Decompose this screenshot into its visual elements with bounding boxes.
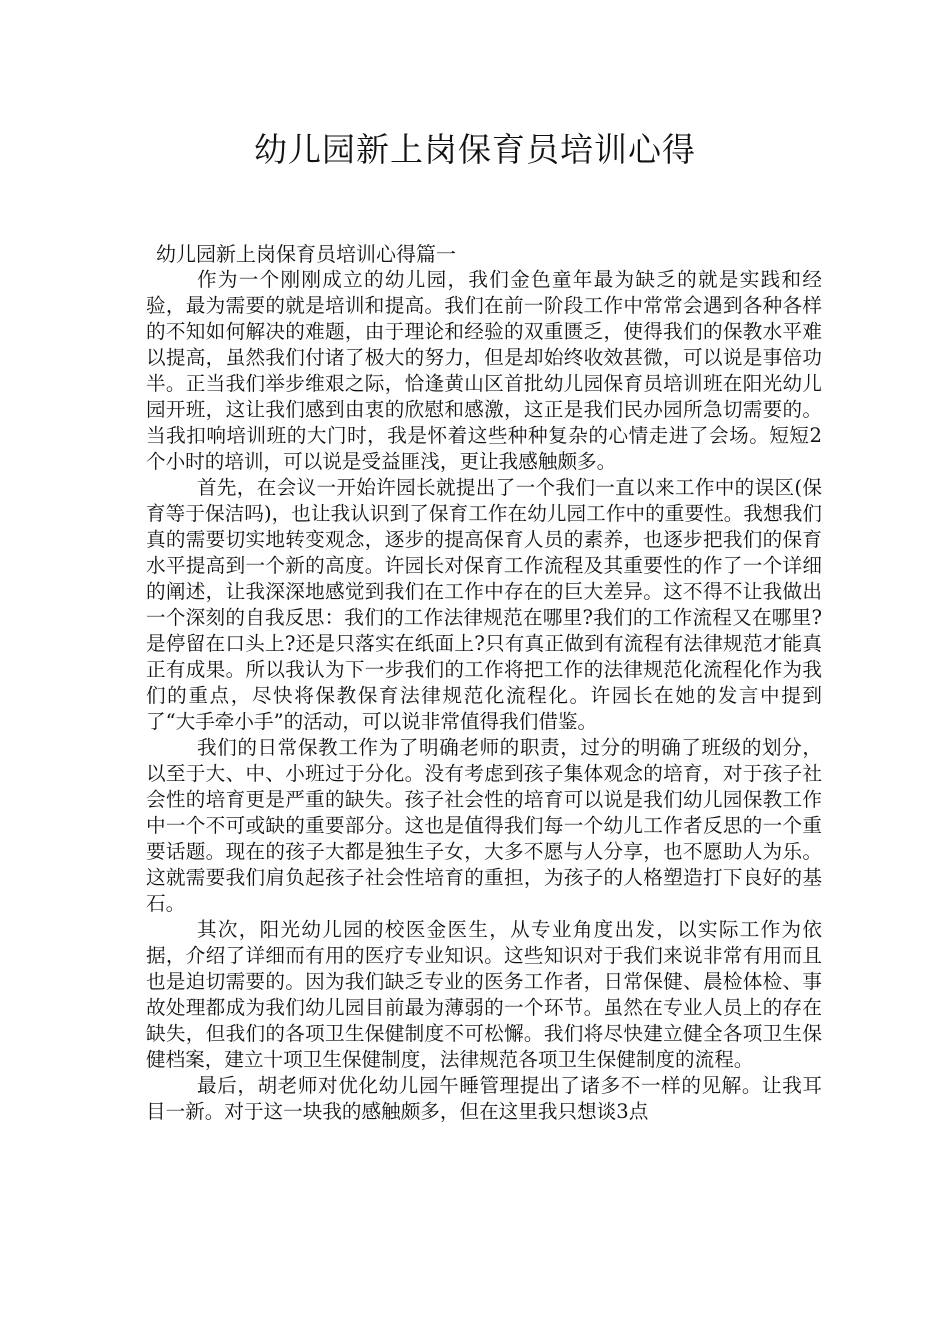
article-body — [146, 241, 822, 1125]
section-heading: 幼儿园新上岗保育员培训心得篇一 — [156, 242, 456, 266]
paragraph: 作为一个刚刚成立的幼儿园，我们金色童年最为缺乏的就是实践和经验，最为需要的就是培训和提高。我们在前一阶段工作中常常会遇到各种各样的不知如何解决的难题，由于理论和经验的双重匮乏，使得我们的保教水平难以提高，虽然我们付诸了极大的努力，但是却始终收效甚微，可以说是事倍功半。正当我们举步维艰之际，恰逢黄山区首批幼儿园保育员培训班在阳光幼儿园开班，这让我们感到由衷的欣慰和感激，这正是我们民办园所急切需要的。当我扣响培训班的大门时，我是怀着这些种种复杂的心情走进了会场。短短2个小时的培训，可以说是受益匪浅，更让我感触颇多。 — [146, 268, 822, 473]
document-title: 幼儿园新上岗保育员培训心得 — [254, 130, 696, 169]
paragraph: 我们的日常保教工作为了明确老师的职责，过分的明确了班级的划分，以至于大、中、小班过于分化。没有考虑到孩子集体观念的培育，对于孩子社会性的培育更是严重的缺失。孩子社会性的培育可以说是我们幼儿园保教工作中一个不可或缺的重要部分。这也是值得我们每一个幼儿工作者反思的一个重要话题。现在的孩子大都是独生子女，大多不愿与人分享，也不愿助人为乐。这就需要我们肩负起孩子社会性培育的重担，为孩子的人格塑造打下良好的基石。 — [146, 736, 822, 915]
paragraph: 其次，阳光幼儿园的校医金医生，从专业角度出发，以实际工作为依据，介绍了详细而有用的医疗专业知识。这些知识对于我们来说非常有用而且也是迫切需要的。因为我们缺乏专业的医务工作者，日常保健、晨检体检、事故处理都成为我们幼儿园目前最为薄弱的一个环节。虽然在专业人员上的存在缺失，但我们的各项卫生保健制度不可松懈。我们将尽快建立健全各项卫生保健档案，建立十项卫生保健制度，法律规范各项卫生保健制度的流程。 — [146, 918, 822, 1071]
paragraph: 最后，胡老师对优化幼儿园午睡管理提出了诸多不一样的见解。让我耳目一新。对于这一块我的感触颇多，但在这里我只想谈3点 — [146, 1074, 822, 1123]
paragraph: 首先，在会议一开始许园长就提出了一个我们一直以来工作中的误区(保育等于保洁吗)，也让我认识到了保育工作在幼儿园工作中的重要性。我想我们真的需要切实地转变观念，逐步的提高保育人员的素养，也逐步把我们的保育水平提高到一个新的高度。许园长对保育工作流程及其重要性的作了一个详细的阐述，让我深深地感觉到我们在工作中存在的巨大差异。这不得不让我做出一个深刻的自我反思：我们的工作法律规范在哪里?我们的工作流程又在哪里?是停留在口头上?还是只落实在纸面上?只有真正做到有流程有法律规范才能真正有成果。所以我认为下一步我们的工作将把工作的法律规范化流程化作为我们的重点，尽快将保教保育法律规范化流程化。许园长在她的发言中提到了“大手牵小手”的活动，可以说非常值得我们借鉴。 — [146, 476, 822, 733]
